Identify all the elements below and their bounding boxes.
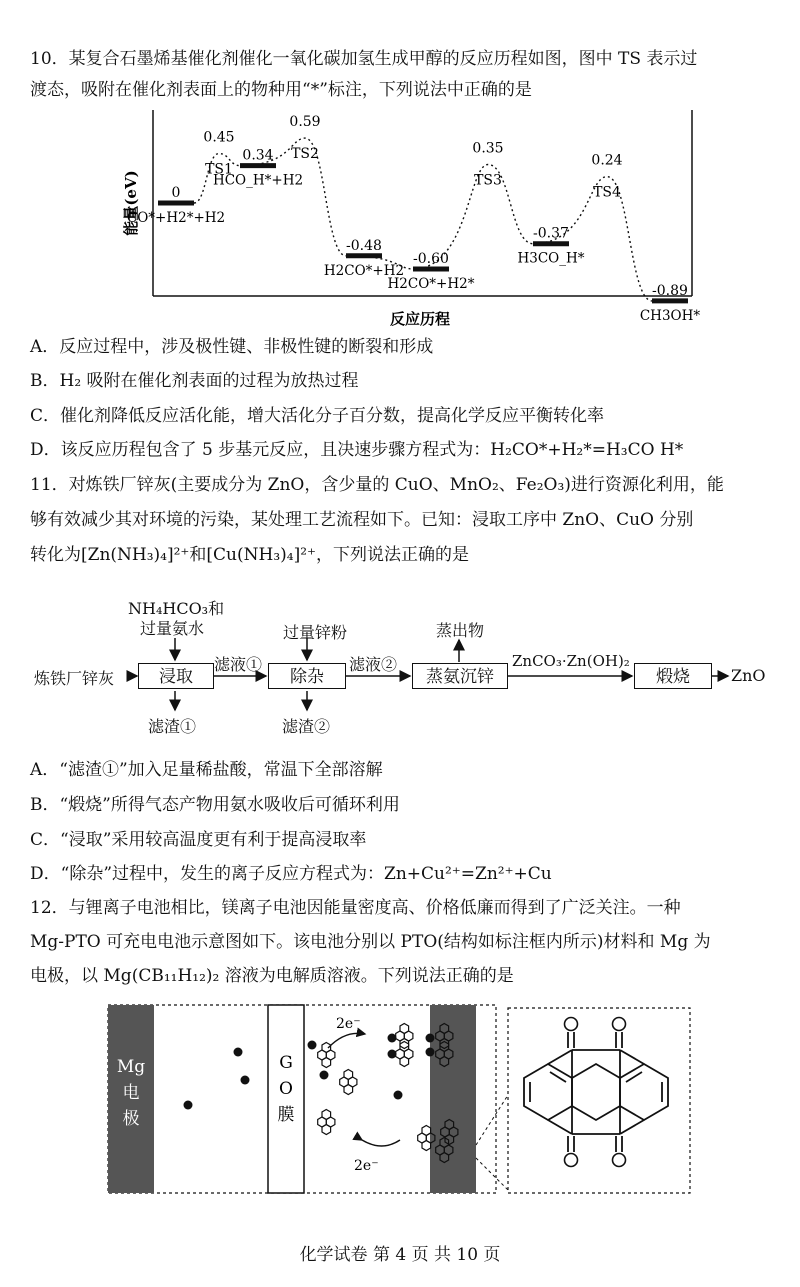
process-flowchart [0,590,800,750]
q11-option-b: B．“煅烧”所得气态产物用氨水吸收后可循环利用 [30,795,400,815]
electron-arrow-top [328,1033,365,1048]
energy-value-label: -0.89 [652,282,688,299]
mg-ion [241,1076,250,1085]
mg-ion [426,1034,435,1043]
q10-stem-line1: 10．某复合石墨烯基催化剂催化一氧化碳加氢生成甲醇的反应历程如图，图中 TS 表示过 [30,49,698,69]
q10-option-a: A．反应过程中，涉及极性键、非极性键的断裂和形成 [30,337,434,357]
mg-ion [234,1048,243,1057]
q11-stem-line2: 够有效减少其对环境的污染，某处理工艺流程如下。已知：浸取工序中 ZnO、CuO 分别 [30,510,694,530]
state-label: CO*+H2*+H2 [126,210,226,226]
energy-value-label: 0.59 [289,114,321,131]
pto-molecule [396,1024,413,1049]
energy-value-label: -0.37 [533,225,569,242]
q10-option-d: D．该反应历程包含了 5 步基元反应，且决速步骤方程式为：H₂CO*+H₂*=H₃CO H* [30,440,684,460]
state-label: HCO_H*+H2 [212,172,304,189]
q11-option-c: C．“浸取”采用较高温度更有利于提高浸取率 [30,830,367,850]
q11-stem-line3: 转化为[Zn(NH₃)₄]²⁺和[Cu(NH₃)₄]²⁺，下列说法正确的是 [30,545,470,565]
membrane-label-2: O [279,1079,293,1099]
membrane-label-3: 膜 [277,1105,295,1125]
mg-electrode-label-3: 极 [122,1109,140,1129]
state-label: CH3OH* [639,307,701,324]
pto-molecule [318,1043,335,1068]
state-label: H2CO*+H2 [323,262,405,279]
residue-1: 滤渣① [148,717,197,736]
oxygen-atom [613,1018,626,1031]
go-membrane [268,1005,304,1193]
transition-state-label: TS4 [593,184,621,201]
pto-structure [524,1032,668,1152]
state-label: H2CO*+H2* [387,276,475,292]
energy-value-label: 0 [171,185,181,201]
q10-stem-line2: 渡态，吸附在催化剂表面上的物种用“*”标注，下列说法中正确的是 [30,80,532,100]
q10-option-c: C．催化剂降低反应活化能，增大活化分子百分数，提高化学反应平衡转化率 [30,406,605,426]
q12-stem-line2: Mg-PTO 可充电电池示意图如下。该电池分别以 PTO(结构如标注框内所示)材料和 Mg 为 [30,932,711,952]
transition-state-label: TS3 [474,172,502,189]
mg-ion [308,1041,317,1050]
residue-2: 滤渣② [282,717,331,736]
q12-stem-line3: 电极，以 Mg(CB₁₁H₁₂)₂ 溶液为电解质溶液。下列说法正确的是 [30,966,514,986]
reagent-nh4hco3: NH₄HCO₃和 [128,599,225,618]
distillate: 蒸出物 [436,621,485,640]
q10-option-b: B．H₂ 吸附在催化剂表面的过程为放热过程 [30,371,359,391]
q11-option-a: A．“滤渣①”加入足量稀盐酸，常温下全部溶解 [30,760,383,780]
filtrate-1: 滤液① [214,655,263,674]
state-label: H3CO_H* [517,250,585,267]
membrane-label-1: G [279,1053,293,1073]
transition-state-label: TS1 [205,161,233,178]
step-leaching: 浸取 [138,663,214,689]
pto-molecule [340,1070,357,1095]
y-axis-label: 能量(eV) [122,170,140,236]
mg-ion [184,1101,193,1110]
oxygen-atom [565,1154,578,1167]
step-ammonia-removal: 蒸氨沉锌 [412,663,508,689]
electron-label-top: 2e⁻ [336,1016,361,1032]
mg-electrode-label-1: Mg [116,1057,146,1077]
energy-value-label: 0.34 [242,147,274,164]
reagent-zinc-powder: 过量锌粉 [283,623,348,642]
intermediate-product: ZnCO₃·Zn(OH)₂ [512,652,630,670]
q11-stem-line1: 11．对炼铁厂锌灰(主要成分为 ZnO，含少量的 CuO、MnO₂、Fe₂O₃)进行资源化利用，能 [30,475,724,495]
battery-diagram [100,1000,700,1200]
mg-electrode-label-2: 电 [122,1083,140,1103]
energy-value-label: 0.45 [203,129,235,146]
start-material: 炼铁厂锌灰 [34,669,115,688]
q12-stem-line1: 12．与锂离子电池相比，镁离子电池因能量密度高、价格低廉而得到了广泛关注。一种 [30,898,681,918]
energy-value-label: 0.35 [472,140,504,157]
oxygen-atom [565,1018,578,1031]
filtrate-2: 滤液② [349,655,398,674]
step-purification: 除杂 [268,663,346,689]
pto-molecule [396,1042,413,1067]
pto-molecule [318,1110,335,1135]
reagent-ammonia: 过量氨水 [140,619,205,638]
transition-state-label: TS2 [291,146,319,163]
energy-value-label: 0.24 [591,152,623,169]
electron-label-bottom: 2e⁻ [354,1158,379,1174]
q11-option-d: D．“除杂”过程中，发生的离子反应方程式为：Zn+Cu²⁺=Zn²⁺+Cu [30,864,552,884]
electron-arrow-bottom [362,1140,400,1146]
mg-ion [320,1071,329,1080]
energy-profile-chart [120,108,710,333]
page-footer: 化学试卷 第 4 页 共 10 页 [299,1245,501,1265]
mg-ion [426,1048,435,1057]
final-product: ZnO [731,666,766,685]
mg-ion [394,1091,403,1100]
step-calcination: 煅烧 [634,663,712,689]
oxygen-atom [613,1154,626,1167]
x-axis-label: 反应历程 [389,310,451,328]
energy-value-label: -0.60 [413,251,449,267]
energy-value-label: -0.48 [346,237,382,254]
